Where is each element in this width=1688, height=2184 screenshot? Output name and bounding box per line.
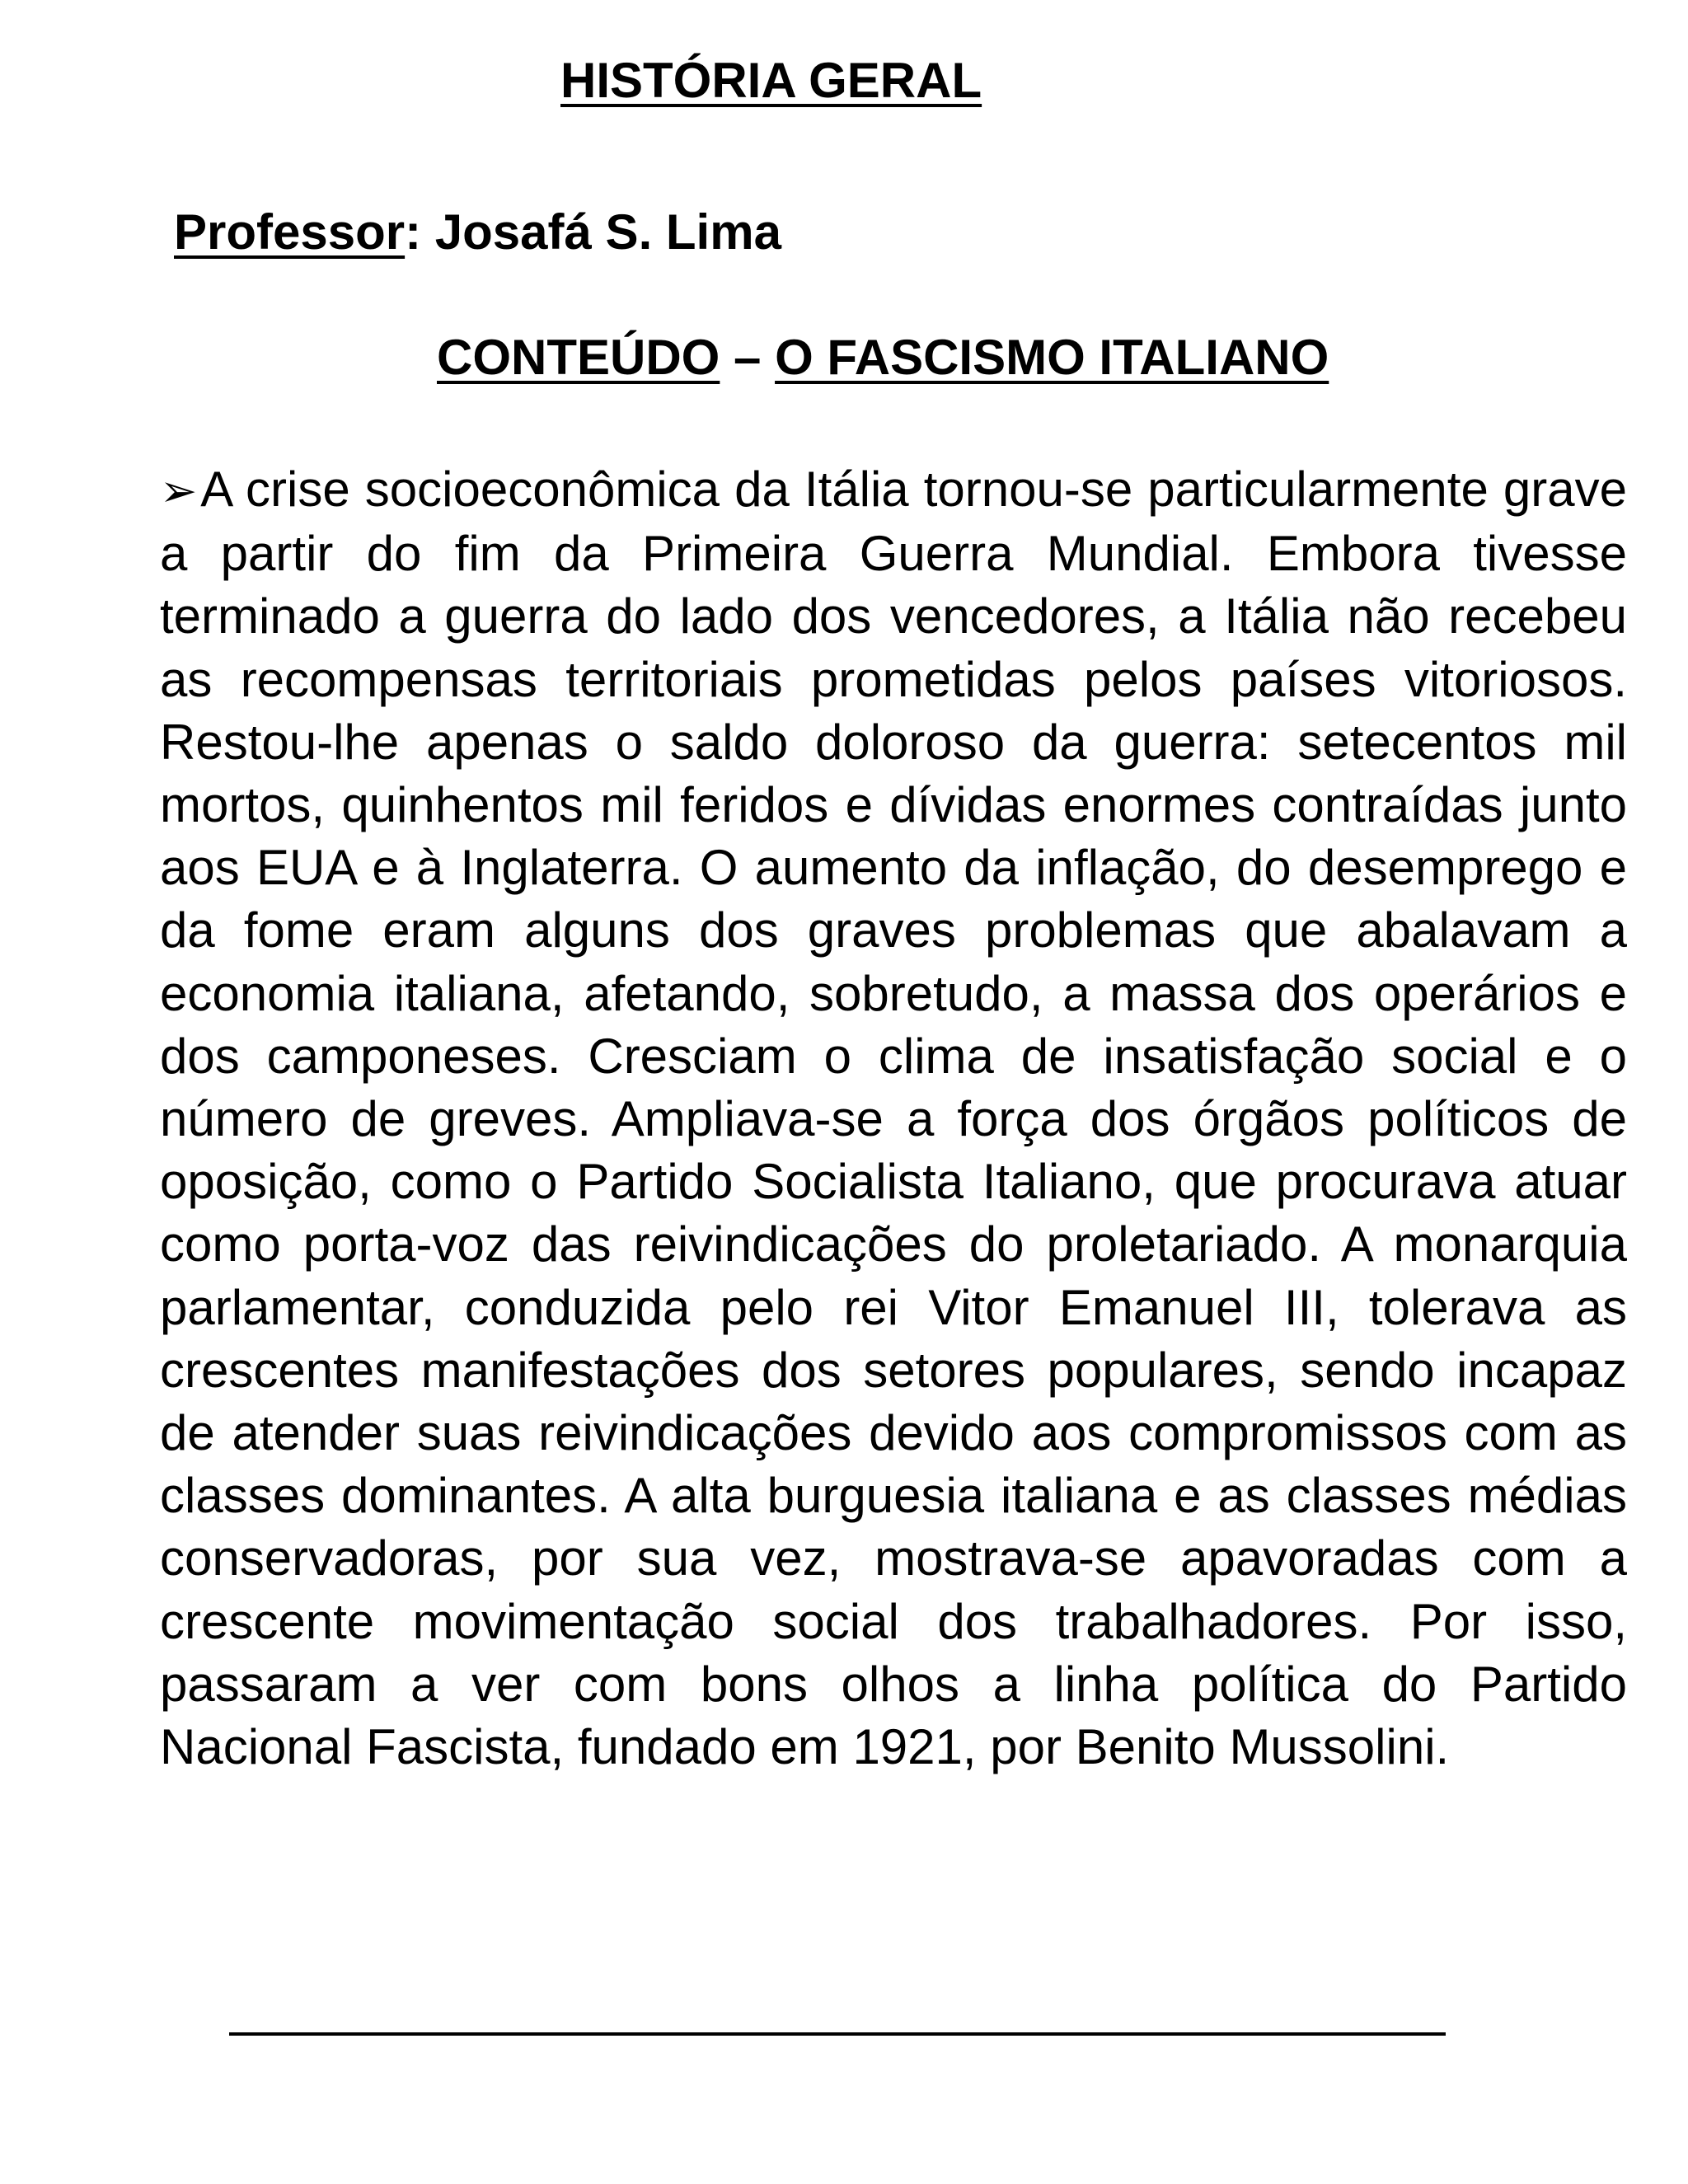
arrow-bullet-icon: ➢ — [160, 466, 198, 516]
signature-line-divider — [229, 2032, 1446, 2036]
document-title: HISTÓRIA GERAL — [560, 53, 982, 108]
professor-separator: : — [405, 204, 435, 260]
body-paragraph — [160, 458, 1627, 1779]
content-topic: O FASCISMO ITALIANO — [775, 330, 1329, 385]
professor-name: Josafá S. Lima — [434, 204, 781, 260]
content-dash: – — [720, 330, 776, 385]
content-heading — [437, 328, 1329, 387]
professor-label: Professor — [174, 204, 406, 260]
content-label: CONTEÚDO — [437, 330, 720, 385]
professor-line — [174, 203, 781, 262]
paragraph-text: A crise socioeconômica da Itália tornou-se particularmente grave a partir do fim da Primeira Guerra Mundial. Embora tivesse terminado a guerra do lado dos vencedores, a Itália não recebeu as recompensas territoriais prometidas pelos países vitoriosos. Restou-lhe apenas o saldo doloroso da guerra: setecentos mil mortos, quinhentos mil feridos e dívidas enormes contraídas junto aos EUA e à Inglaterra. O aumento da inflação, do desemprego e da fome eram alguns dos graves problemas que abalavam a economia italiana, afetando, sobretudo, a massa dos operários e dos camponeses. Cresciam o clima de insatisfação social e o número de greves. Ampliava-se a força dos órgãos políticos de oposição, como o Partido Socialista Italiano, que procurava atuar como porta-voz das reivindicações do proletariado. A monarquia parlamentar, conduzida pelo rei Vitor Emanuel III, tolerava as crescentes manifestações dos setores populares, sendo incapaz de atender suas reivindicações devido aos compromissos com as classes dominantes. A alta burguesia italiana e as classes médias conservadoras, por sua vez, mostrava-se apavoradas com a crescente movimentação social dos trabalhadores. Por isso, passaram a ver com bons olhos a linha política do Partido Nacional Fascista, fundado em 1921, por Benito Mussolini. — [160, 462, 1627, 1775]
